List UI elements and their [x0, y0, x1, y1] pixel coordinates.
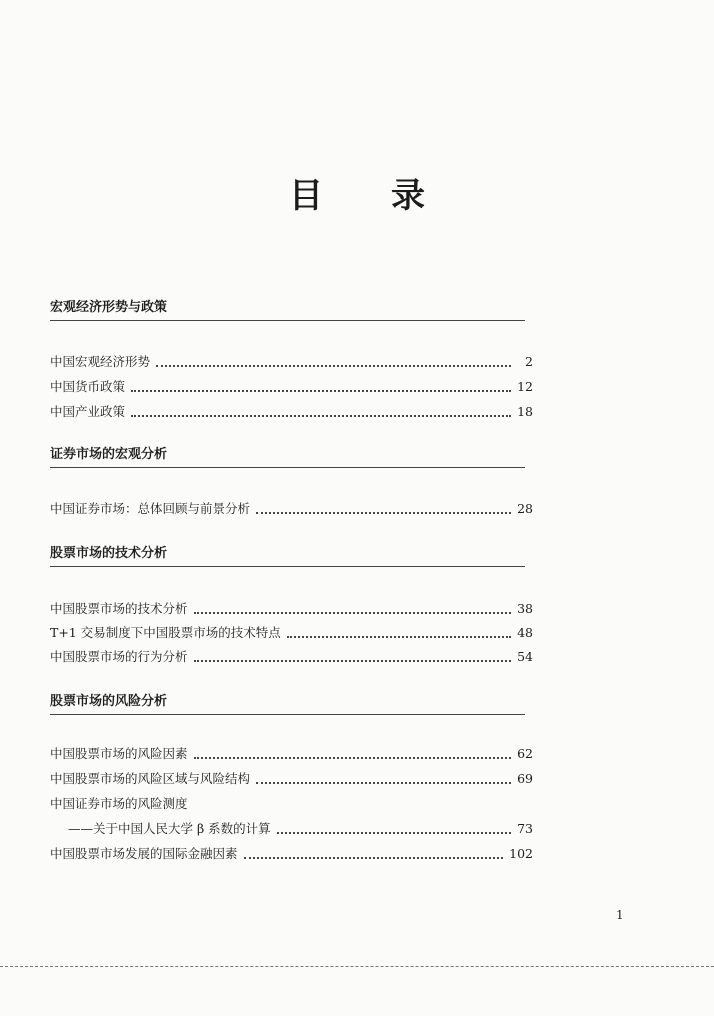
leader-dots: [131, 390, 511, 392]
toc-entry-subtitle[interactable]: [50, 817, 533, 837]
toc-entry-label: 中国证券市场：总体回顾与前景分析: [50, 501, 251, 516]
toc-entry[interactable]: [50, 645, 533, 665]
leader-dots: [277, 832, 511, 834]
toc-entry-page: 54: [517, 649, 533, 664]
leader-dots: [256, 512, 511, 514]
toc-entry-page: 28: [517, 501, 533, 516]
section-heading: 证券市场的宏观分析: [50, 447, 525, 468]
section-macro-economy: [50, 300, 525, 321]
toc-entry-page: 102: [509, 846, 533, 861]
toc-entry[interactable]: [50, 497, 533, 517]
scan-edge-rule: [0, 966, 714, 967]
toc-entry-page: 73: [517, 821, 533, 836]
section-heading: 股票市场的风险分析: [50, 694, 525, 715]
leader-dots: [156, 365, 511, 367]
toc-entry-page: 69: [517, 771, 533, 786]
section-heading: 股票市场的技术分析: [50, 546, 525, 567]
toc-entry-label: 中国股票市场的风险因素: [50, 746, 188, 761]
toc-entry[interactable]: [50, 375, 533, 395]
toc-entry-label: T+1 交易制度下中国股票市场的技术特点: [50, 625, 281, 640]
toc-entry-label: ——关于中国人民大学 β 系数的计算: [68, 821, 271, 836]
toc-entry[interactable]: [50, 842, 533, 862]
toc-entry[interactable]: [50, 742, 533, 762]
toc-entry[interactable]: [50, 350, 533, 370]
toc-entry-page: 62: [517, 746, 533, 761]
title-char-2: 录: [391, 176, 425, 216]
leader-dots: [194, 660, 511, 662]
toc-entry-page: 12: [517, 379, 533, 394]
leader-dots: [256, 782, 511, 784]
leader-dots: [131, 415, 511, 417]
toc-entry-label: 中国股票市场的行为分析: [50, 649, 188, 664]
toc-entry-label: 中国股票市场的技术分析: [50, 601, 188, 616]
leader-dots: [194, 612, 511, 614]
toc-entry[interactable]: [50, 621, 533, 641]
toc-entry-label: 中国宏观经济形势: [50, 354, 151, 369]
leader-dots: [194, 757, 511, 759]
toc-entry-label: 中国产业政策: [50, 404, 126, 419]
toc-entry-label: 中国货币政策: [50, 379, 126, 394]
toc-entry-page: 2: [525, 354, 533, 369]
toc-entry[interactable]: [50, 400, 533, 420]
title-char-1: 目: [289, 176, 323, 216]
toc-entry-label: 中国股票市场的风险区域与风险结构: [50, 771, 251, 786]
toc-entry-label: 中国股票市场发展的国际金融因素: [50, 846, 238, 861]
toc-entry-page: 38: [517, 601, 533, 616]
toc-entry[interactable]: [50, 792, 533, 812]
section-heading: 宏观经济形势与政策: [50, 300, 525, 321]
section-securities-macro: [50, 447, 525, 468]
toc-entry[interactable]: [50, 597, 533, 617]
section-stock-technical: [50, 546, 525, 567]
page-title: [0, 168, 714, 217]
leader-dots: [287, 636, 511, 638]
toc-entry[interactable]: [50, 767, 533, 787]
leader-dots: [244, 857, 504, 859]
toc-entry-page: 18: [517, 404, 533, 419]
toc-entry-page: 48: [517, 625, 533, 640]
section-stock-risk: [50, 694, 525, 715]
page-number: 1: [616, 908, 624, 922]
toc-entry-label: 中国证券市场的风险测度: [50, 796, 188, 811]
